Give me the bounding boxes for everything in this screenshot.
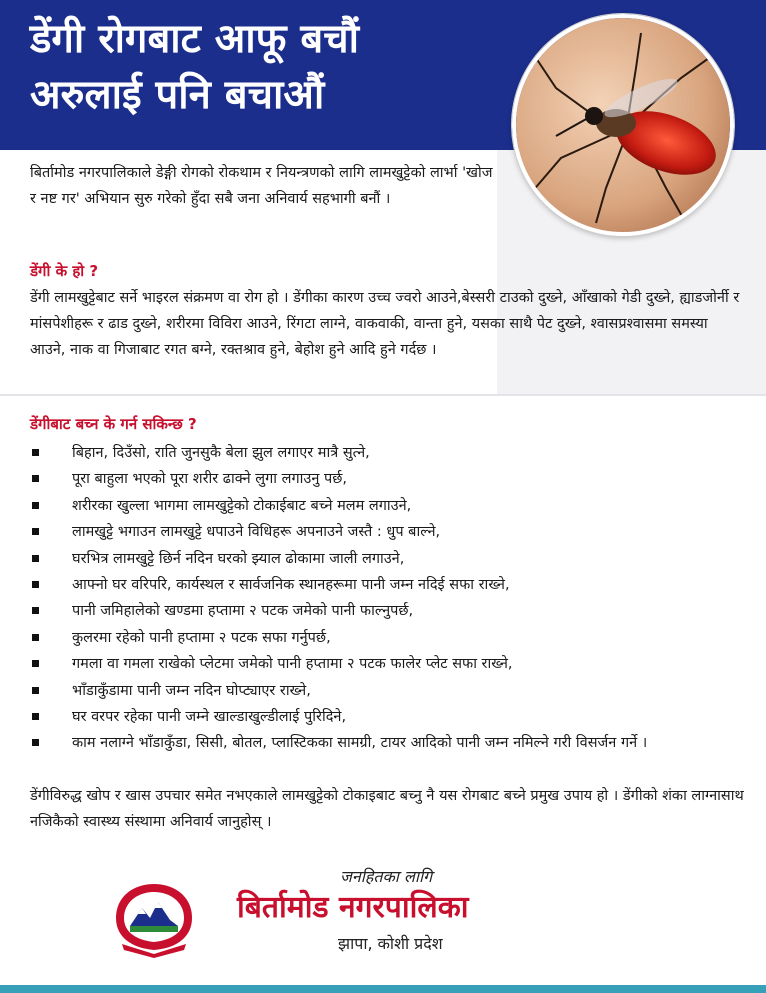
closing-paragraph: डेंगीविरुद्ध खोप र खास उपचार समेत नभएकाले लामखुट्टेको टोकाइबाट बच्नु नै यस रोगबाट बच्ने प्रमुख उपाय हो । डेंगीको शंका लाग्नासाथ नजिकैको स्वास्थ्य संस्थामा अनिवार्य जानुहोस् । (30, 788, 744, 830)
list-item: शरीरका खुल्ला भागमा लामखुट्टेको टोकाईबाट बच्ने मलम लगाउने, (30, 493, 750, 519)
bullet-icon (32, 502, 39, 509)
list-item: बिहान, दिउँसो, राति जुनसुकै बेला झुल लगाएर मात्रै सुत्ने, (30, 440, 750, 466)
list-item: पानी जमिहालेको खण्डमा हप्तामा २ पटक जमेको पानी फाल्नुपर्छ, (30, 598, 750, 624)
section-what-is-dengue-body: डेंगी लामखुट्टेबाट सर्ने भाइरल संक्रमण वा रोग हो । डेंगीका कारण उच्च ज्वरो आउने,बेस्सरी टाउको दुख्ने, आँखाको गेडी दुख्ने, ह्याडजोर्नी र मांसपेशीहरू र ढाड दुख्ने, शरीरमा विविरा आउने, रिंगटा लाग्ने, वाकवाकी, वान्ता हुने, यसका साथै पेट दुख्ने, श्वासप्रश्वासमा समस्या आउने, नाक वा गिजाबाट रगत बग्ने, रक्तश्राव हुने, बेहोश हुने आदि हुने गर्दछ । (30, 290, 740, 358)
title-line-2: अरुलाई पनि बचाऔं (30, 72, 325, 118)
list-item: काम नलाग्ने भाँडाकुँडा, सिसी, बोतल, प्लास्टिकका सामग्री, टायर आदिको पानी जम्न नमिल्ने गरी विसर्जन गर्ने । (30, 730, 750, 756)
bullet-icon (32, 713, 39, 720)
intro-paragraph: बिर्तामोड नगरपालिकाले डेङ्गी रोगको रोकथाम र नियन्त्रणको लागि लामखुट्टेको लार्भा 'खोज र नष्ट गर' अभियान सुरु गरेको हुँदा सबै जना अनिवार्य सहभागी बनौं । (30, 165, 493, 207)
bottom-bar (0, 985, 766, 993)
list-item: घरभित्र लामखुट्टे छिर्न नदिन घरको झ्याल ढोकामा जाली लगाउने, (30, 546, 750, 572)
section-prevention-title: डेंगीबाट बच्न के गर्न सकिन्छ ? (30, 415, 197, 433)
bullet-icon (32, 581, 39, 588)
bullet-icon (32, 634, 39, 641)
bullet-icon (32, 555, 39, 562)
bullet-icon (32, 475, 39, 482)
list-item: कुलरमा रहेको पानी हप्तामा २ पटक सफा गर्नुपर्छ, (30, 625, 750, 651)
list-item: आफ्नो घर वरिपरि, कार्यस्थल र सार्वजनिक स्थानहरूमा पानी जम्न नदिई सफा राख्ने, (30, 572, 750, 598)
bullet-icon (32, 660, 39, 667)
bullet-icon (32, 449, 39, 456)
municipality-emblem-icon (108, 878, 200, 958)
list-item: गमला वा गमला राखेको प्लेटमा जमेको पानी हप्तामा २ पटक फालेर प्लेट सफा राख्ने, (30, 651, 750, 677)
prevention-list (30, 440, 750, 757)
mosquito-photo (512, 14, 734, 236)
municipality-location: झापा, कोशी प्रदेश (338, 934, 443, 953)
list-item: पूरा बाहुला भएको पूरा शरीर ढाक्ने लुगा लगाउनु पर्छ, (30, 466, 750, 492)
footer-label: जनहितका लागि (340, 867, 433, 886)
bullet-icon (32, 739, 39, 746)
section-what-is-dengue-title: डेंगी के हो ? (30, 262, 99, 280)
list-item: लामखुट्टे भगाउन लामखुट्टे धपाउने विधिहरू अपनाउने जस्तै : धुप बाल्ने, (30, 519, 750, 545)
municipality-name: बिर्तामोड नगरपालिका (237, 890, 469, 925)
list-item: घर वरपर रहेका पानी जम्ने खाल्डाखुल्डीलाई पुरिदिने, (30, 704, 750, 730)
bullet-icon (32, 607, 39, 614)
title-line-1: डेंगी रोगबाट आफू बचौं (30, 16, 359, 62)
bullet-icon (32, 528, 39, 535)
bullet-icon (32, 687, 39, 694)
section-divider (0, 394, 766, 396)
list-item: भाँडाकुँडामा पानी जम्न नदिन घोप्ट्याएर राख्ने, (30, 678, 750, 704)
